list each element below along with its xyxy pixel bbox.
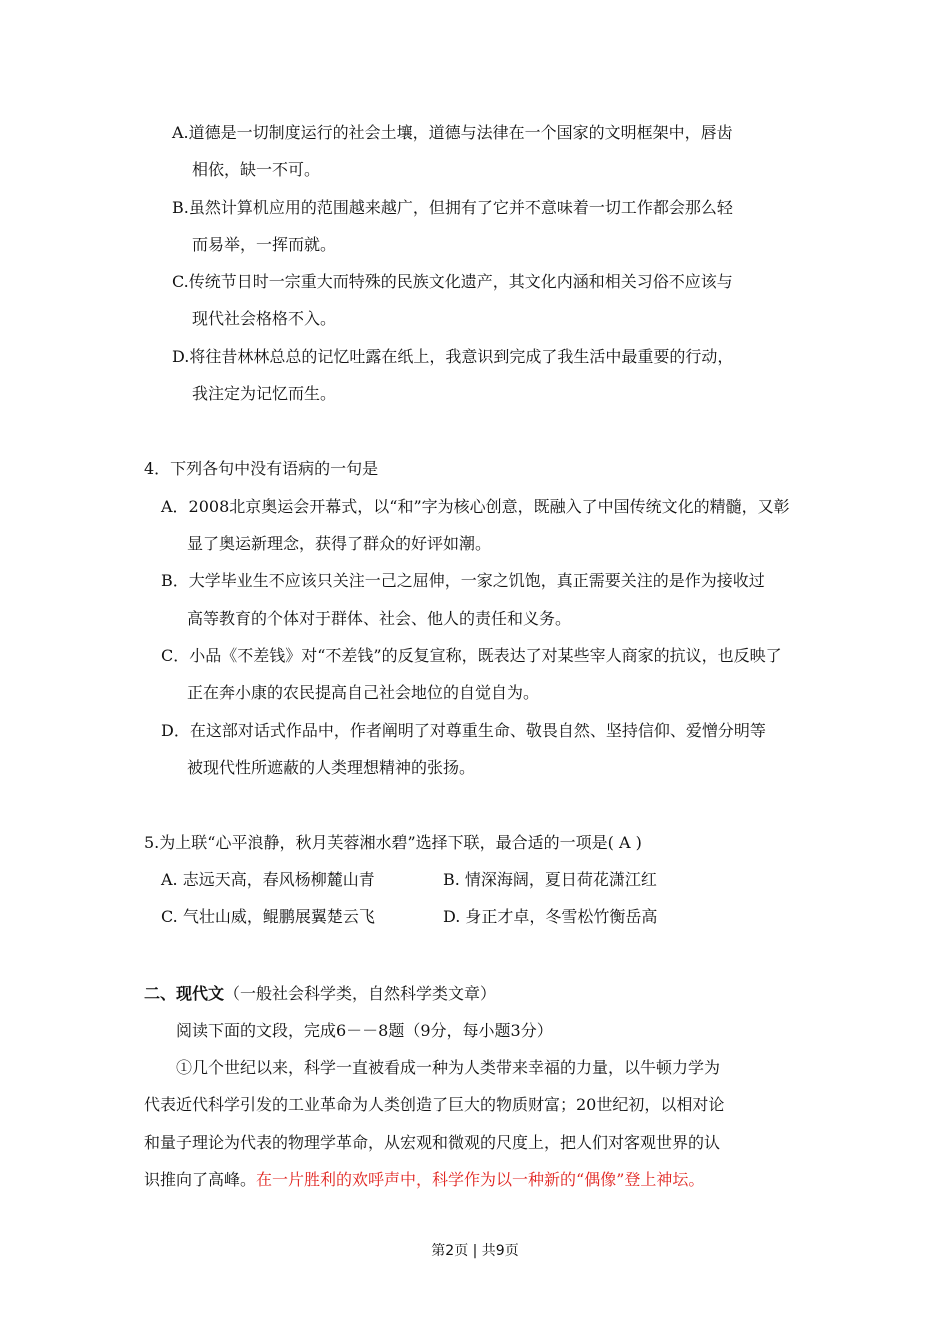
q3-option-b-line1: B.虽然计算机应用的范围越来越广，但拥有了它并不意味着一切工作都会那么轻: [172, 198, 733, 217]
q3-option-b-line2: 而易举，一挥而就。: [192, 235, 337, 254]
para1-highlight-text: 在一片胜利的欢呼声中，科学作为以一种新的“偶像”登上神坛。: [256, 1170, 705, 1189]
q4-stem: 4．下列各句中没有语病的一句是: [144, 459, 379, 478]
q5-option-c: C. 气壮山威，鲲鹏展翼楚云飞: [161, 907, 375, 926]
q5-option-b: B. 情深海阔，夏日荷花潇江红: [443, 870, 657, 889]
para1-line2: 代表近代科学引发的工业革命为人类创造了巨大的物质财富；20世纪初，以相对论: [144, 1095, 725, 1114]
q3-option-c-line2: 现代社会格格不入。: [192, 309, 337, 328]
q4-option-b-line2: 高等教育的个体对于群体、社会、他人的责任和义务。: [187, 609, 572, 628]
q4-option-b-line1: B．大学毕业生不应该只关注一己之屈伸，一家之饥饱，真正需要关注的是作为接收过: [161, 571, 765, 590]
q3-option-a-line1: A.道德是一切制度运行的社会土壤，道德与法律在一个国家的文明框架中，唇齿: [172, 123, 733, 142]
para1-line1: ①几个世纪以来，科学一直被看成一种为人类带来幸福的力量，以牛顿力学为: [176, 1058, 721, 1077]
q4-option-d-line2: 被现代性所遮蔽的人类理想精神的张扬。: [187, 758, 476, 777]
q3-option-a-line2: 相依，缺一不可。: [192, 160, 321, 179]
section2-heading-rest: （一般社会科学类，自然科学类文章）: [224, 984, 497, 1003]
para1-line4: [144, 1169, 704, 1191]
q4-option-d-line1: D．在这部对话式作品中，作者阐明了对尊重生命、敬畏自然、坚持信仰、爱憎分明等: [161, 721, 766, 740]
page-footer: 第2页 | 共9页: [431, 1243, 519, 1259]
q4-option-c-line1: C．小品《不差钱》对“不差钱”的反复宣称，既表达了对某些宰人商家的抗议，也反映了: [161, 646, 782, 665]
section2-heading-bold: 二、现代文: [144, 984, 225, 1003]
q3-option-d-line2: 我注定为记忆而生。: [192, 384, 337, 403]
section2-instruction: 阅读下面的文段，完成6－－8题（9分，每小题3分）: [176, 1021, 553, 1040]
para1-line3: 和量子理论为代表的物理学革命，从宏观和微观的尺度上，把人们对客观世界的认: [144, 1133, 721, 1152]
q4-option-c-line2: 正在奔小康的农民提高自己社会地位的自觉自为。: [187, 683, 540, 702]
q3-option-d-line1: D.将往昔林林总总的记忆吐露在纸上，我意识到完成了我生活中最重要的行动，: [172, 347, 734, 366]
q4-option-a-line1: A．2008北京奥运会开幕式，以“和”字为核心创意，既融入了中国传统文化的精髓，又彰: [161, 497, 790, 516]
para1-line4-text: 识推向了高峰。: [144, 1170, 257, 1189]
q5-stem: 5.为上联“心平浪静，秋月芙蓉湘水碧”选择下联，最合适的一项是( A ): [144, 833, 642, 852]
section2-heading: [144, 983, 496, 1005]
q3-option-c-line1: C.传统节日时一宗重大而特殊的民族文化遗产，其文化内涵和相关习俗不应该与: [172, 272, 733, 291]
q5-option-d: D. 身正才卓，冬雪松竹衡岳高: [443, 907, 658, 926]
q4-option-a-line2: 显了奥运新理念，获得了群众的好评如潮。: [187, 534, 492, 553]
q5-option-a: A. 志远天高，春风杨柳麓山青: [161, 870, 375, 889]
